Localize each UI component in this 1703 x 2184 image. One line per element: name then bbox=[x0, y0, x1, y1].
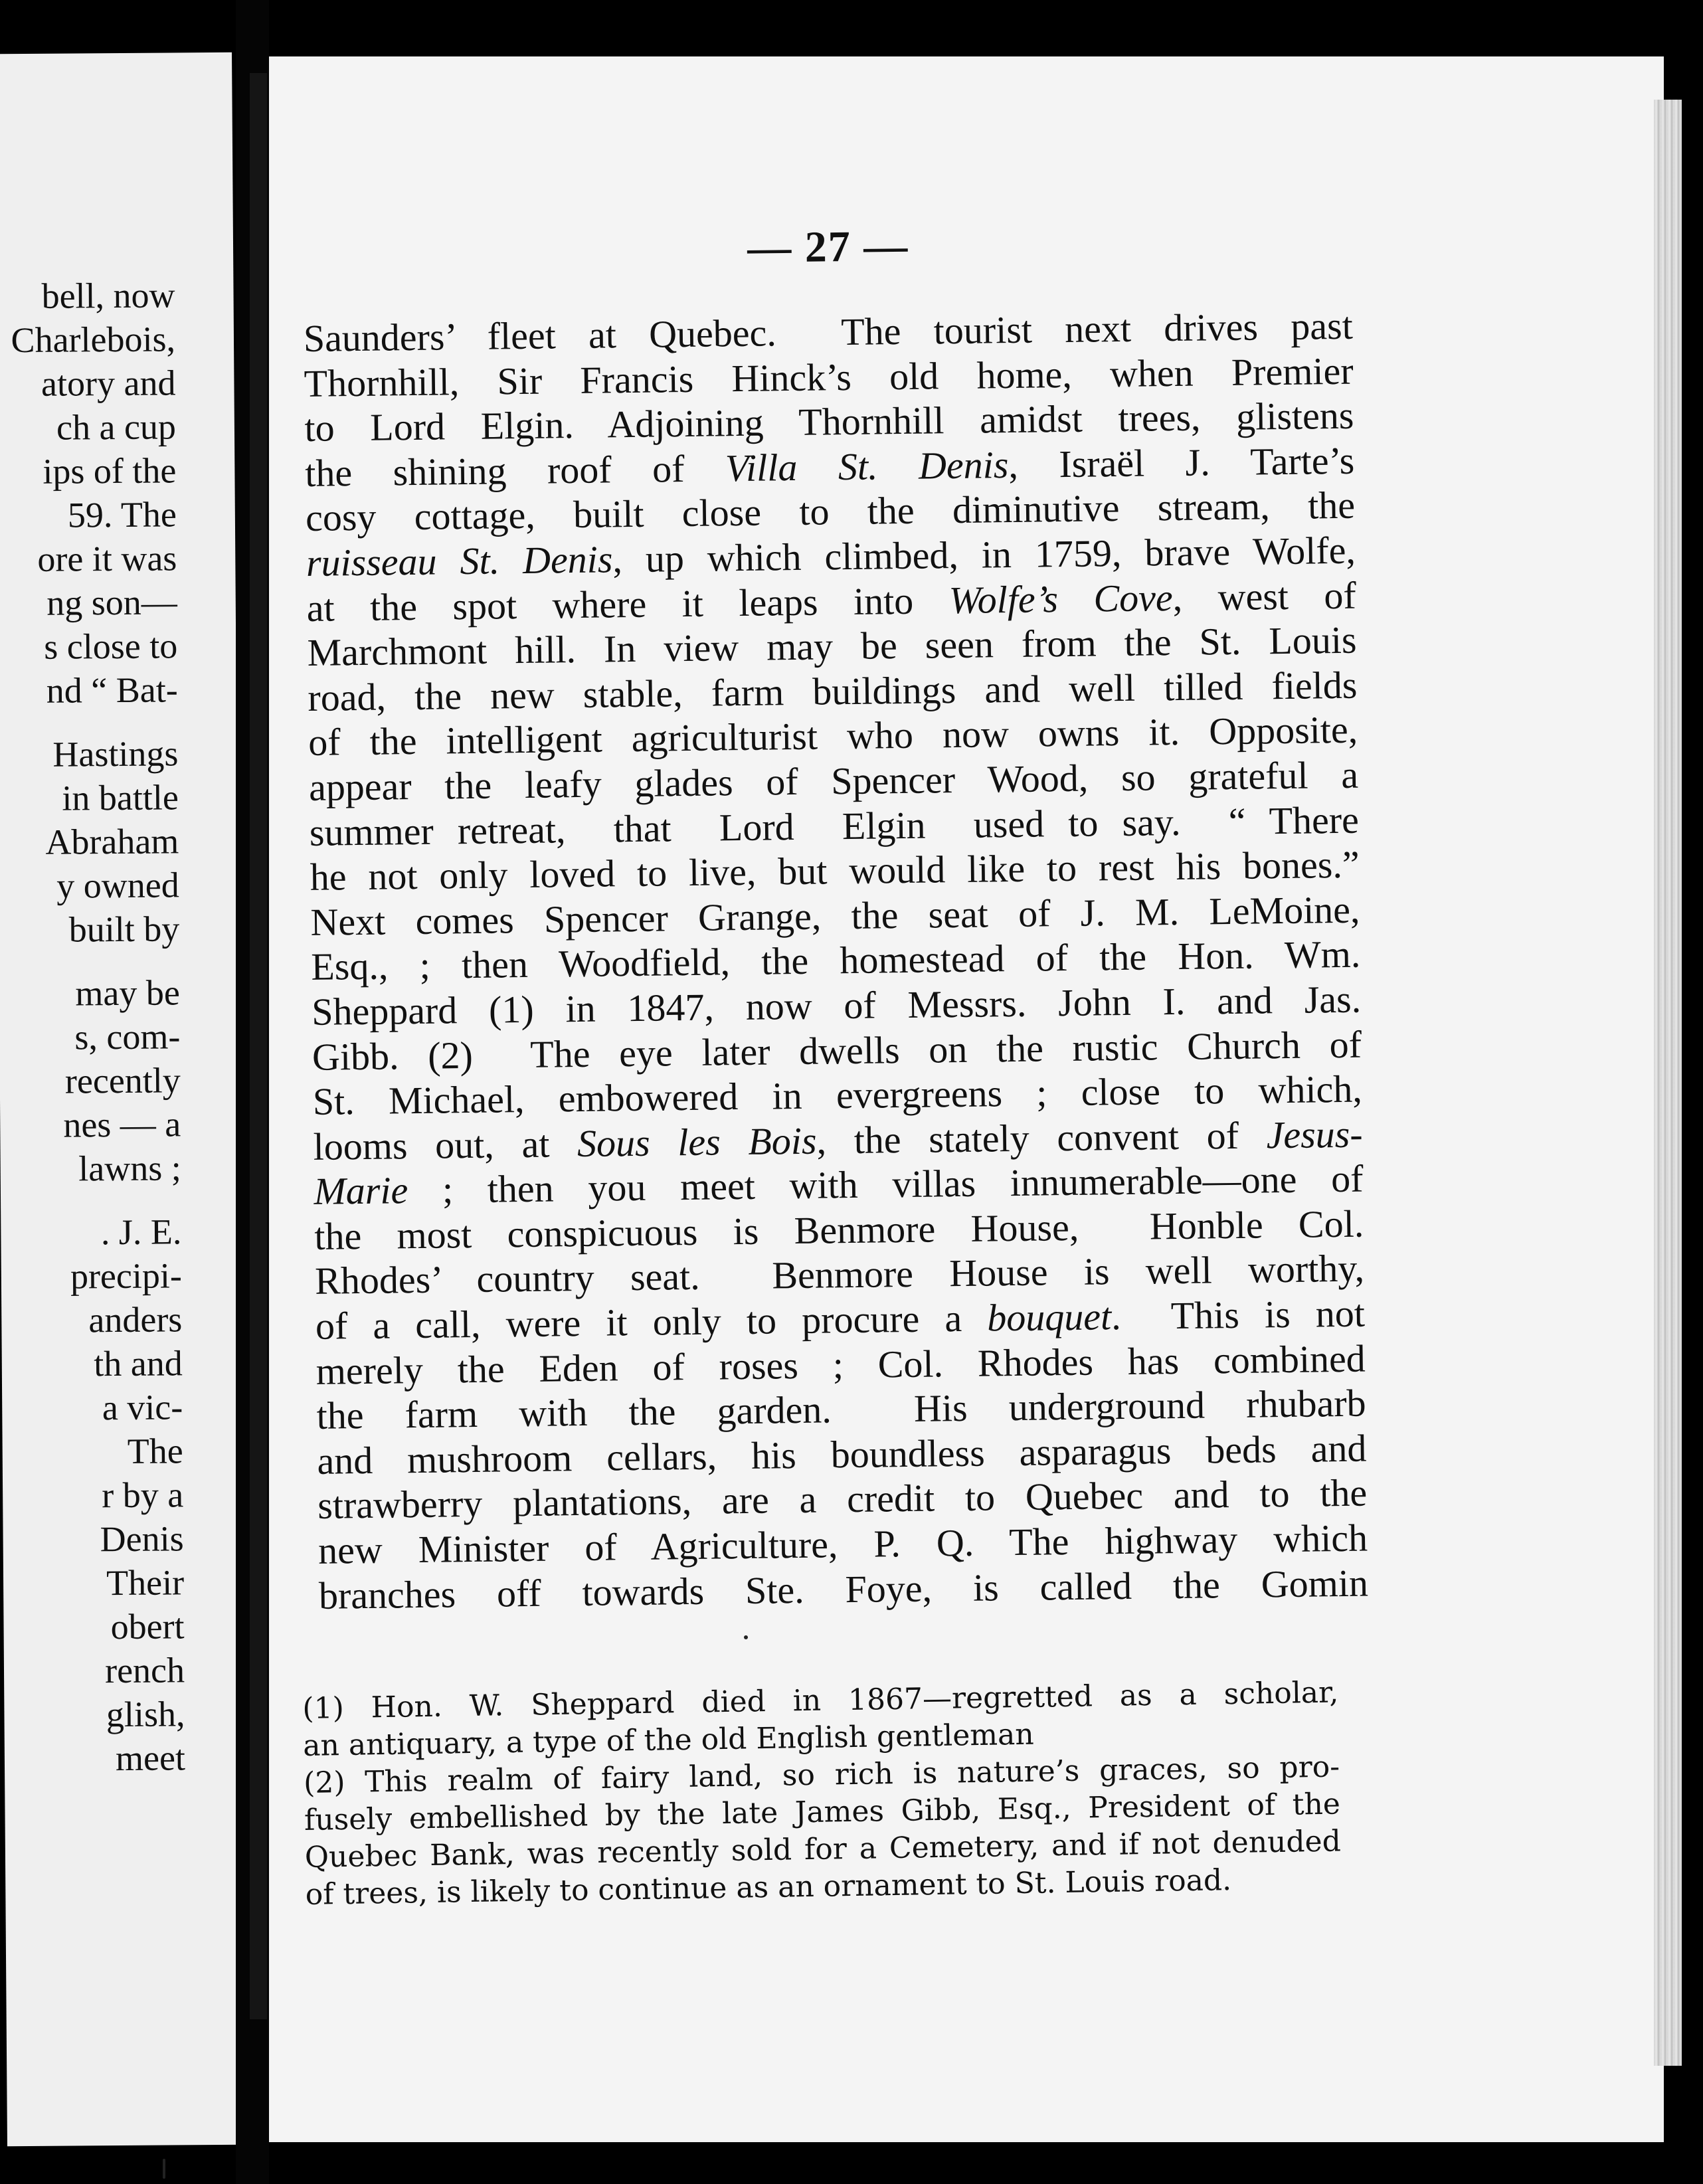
footnote-line: Quebec Bank, was recently sold for a Cemetery, and if not denuded bbox=[304, 1824, 1342, 1874]
italic-text: bouquet bbox=[986, 1295, 1112, 1340]
footnote-line: of trees, is likely to continue as an ornament to St. Louis road. bbox=[305, 1863, 1232, 1912]
text-segment: Esq., ; then Woodfield, the homestead of the Hon. Wm. bbox=[310, 932, 1361, 989]
left-page-line: a vic- bbox=[102, 1387, 183, 1428]
left-page-line: 59. The bbox=[67, 494, 177, 535]
text-segment: St. Michael, embowered in evergreens ; close to which, bbox=[312, 1067, 1363, 1123]
left-page-line: ng son— bbox=[46, 582, 177, 623]
text-segment: , west of bbox=[1172, 573, 1357, 619]
left-page-line: th and bbox=[94, 1343, 183, 1384]
text-segment: of the intelligent agriculturist who now owns it. Opposite, bbox=[308, 707, 1358, 765]
footnotes bbox=[302, 1674, 1342, 1913]
text-segment: new Minister of Agriculture, P. Q. The highway which bbox=[317, 1516, 1368, 1572]
italic-text: ruisseau St. Denis bbox=[306, 537, 613, 585]
text-segment: merely the Eden of roses ; Col. Rhodes has combined bbox=[315, 1336, 1366, 1393]
left-page-line: Charlebois, bbox=[11, 319, 176, 361]
text-segment: Marchmont hill. In view may be seen from the St. Louis bbox=[307, 618, 1357, 675]
text-segment: appear the leafy glades of Spencer Wood, so grateful a bbox=[308, 753, 1359, 809]
left-page-line: r by a bbox=[101, 1475, 184, 1516]
left-page-line: rench bbox=[104, 1650, 185, 1691]
text-segment: the farm with the garden. His underground rhubarb bbox=[316, 1381, 1366, 1438]
left-page-line: ch a cup bbox=[56, 407, 177, 448]
left-page-line: recently bbox=[64, 1060, 181, 1101]
left-page-line: precipi- bbox=[70, 1255, 183, 1297]
left-facing-page bbox=[0, 52, 246, 2146]
text-segment: and mushroom cellars, his boundless asparagus beds and bbox=[317, 1426, 1367, 1483]
page-edges bbox=[1654, 100, 1682, 2066]
left-page-line: lawns ; bbox=[78, 1148, 181, 1189]
ink-speck bbox=[163, 2159, 165, 2179]
ink-speck bbox=[744, 1635, 748, 1639]
italic-text: Villa St. Denis bbox=[725, 442, 1009, 490]
body-text bbox=[303, 304, 1368, 1618]
text-segment: strawberry plantations, are a credit to Quebec and to the bbox=[317, 1471, 1368, 1528]
text-segment: summer retreat, that Lord Elgin used to say. “ There bbox=[309, 798, 1360, 854]
left-page-gap bbox=[1, 1190, 181, 1211]
left-page-gap bbox=[0, 711, 178, 733]
left-page-line: Abraham bbox=[45, 821, 179, 862]
left-page-line: Hastings bbox=[52, 733, 179, 774]
text-segment: road, the new stable, farm buildings and well tilled fields bbox=[308, 663, 1358, 719]
left-page-line: in battle bbox=[62, 777, 179, 818]
text-segment: Gibb. (2) The eye later dwells on the rustic Church of bbox=[312, 1022, 1362, 1079]
text-segment: cosy cottage, built close to the diminutive stream, the bbox=[305, 484, 1356, 540]
text-segment: at the spot where it leaps into bbox=[306, 578, 950, 630]
footnote-line: an antiquary, a type of the old English gentleman bbox=[302, 1717, 1034, 1763]
left-page-line: atory and bbox=[41, 363, 176, 404]
left-page-line: Denis bbox=[100, 1518, 184, 1560]
left-page-line: s close to bbox=[44, 626, 178, 667]
text-segment: , up which climbed, in 1759, brave Wolfe, bbox=[612, 528, 1356, 581]
left-page-line: glish, bbox=[106, 1694, 185, 1735]
italic-text: Sous les Bois bbox=[577, 1119, 817, 1165]
text-segment: he not only loved to live, but would like to rest his bones.” bbox=[310, 842, 1360, 899]
text-segment: looms out, at bbox=[313, 1121, 578, 1168]
footnote-line: fusely embellished by the late James Gibb, Esq., President of the bbox=[304, 1787, 1341, 1837]
italic-text: Wolfe’s Cove bbox=[948, 575, 1174, 622]
text-segment: , Israël J. Tarte’s bbox=[1008, 438, 1355, 486]
left-page-line: ore it was bbox=[37, 538, 177, 579]
gutter-shadow bbox=[250, 73, 267, 2019]
italic-text: Marie bbox=[314, 1168, 408, 1214]
text-segment: Next comes Spencer Grange, the seat of J. M. LeMoine, bbox=[310, 887, 1360, 944]
text-segment: of a call, were it only to procure a bbox=[315, 1296, 988, 1348]
left-page-line: Their bbox=[106, 1562, 185, 1603]
text-segment: Sheppard (1) in 1847, now of Messrs. John I. and Jas. bbox=[311, 977, 1362, 1034]
text-segment: Thornhill, Sir Francis Hinck’s old home, when Premier bbox=[304, 349, 1354, 405]
footnote-line: (1) Hon. W. Sheppard died in 1867—regretted as a scholar, bbox=[302, 1675, 1339, 1726]
text-segment: the shining roof of bbox=[304, 446, 726, 495]
text-segment: to Lord Elgin. Adjoining Thornhill amidst trees, glistens bbox=[304, 393, 1354, 450]
left-page-line: built by bbox=[68, 909, 180, 950]
italic-text: Jesus- bbox=[1266, 1112, 1363, 1157]
left-page-text bbox=[0, 273, 185, 1781]
left-page-line: The bbox=[127, 1431, 183, 1471]
left-page-line: anders bbox=[88, 1299, 183, 1340]
left-page-line: s, com- bbox=[74, 1016, 181, 1057]
text-segment: , the stately convent of bbox=[816, 1113, 1267, 1162]
left-page-line: ips of the bbox=[43, 450, 177, 492]
left-page-line: y owned bbox=[56, 865, 179, 906]
left-page-line: nes — a bbox=[63, 1104, 181, 1145]
left-page-line: may be bbox=[75, 972, 181, 1014]
left-page-gap bbox=[0, 951, 180, 972]
left-page-line: meet bbox=[115, 1738, 186, 1779]
text-segment: . This is not bbox=[1111, 1291, 1366, 1338]
text-segment: Rhodes’ country seat. Benmore House is well worthy, bbox=[314, 1247, 1365, 1303]
left-page-line: . J. E. bbox=[100, 1212, 182, 1253]
text-segment: the most conspicuous is Benmore House, Honble Col. bbox=[314, 1202, 1364, 1258]
left-page-line: nd “ Bat- bbox=[46, 670, 178, 711]
left-page-line: obert bbox=[110, 1606, 185, 1647]
text-segment: ; then you meet with villas innumerable—one of bbox=[407, 1156, 1364, 1212]
footnote-line: (2) This realm of fairy land, so rich is nature’s graces, so pro- bbox=[303, 1750, 1340, 1800]
text-segment: branches off towards Ste. Foye, is called the Gomin bbox=[318, 1561, 1369, 1617]
page-number: — 27 — bbox=[747, 221, 909, 272]
text-segment: Saunders’ fleet at Quebec. The tourist next drives past bbox=[303, 304, 1354, 360]
left-page-line: bell, now bbox=[41, 275, 175, 316]
